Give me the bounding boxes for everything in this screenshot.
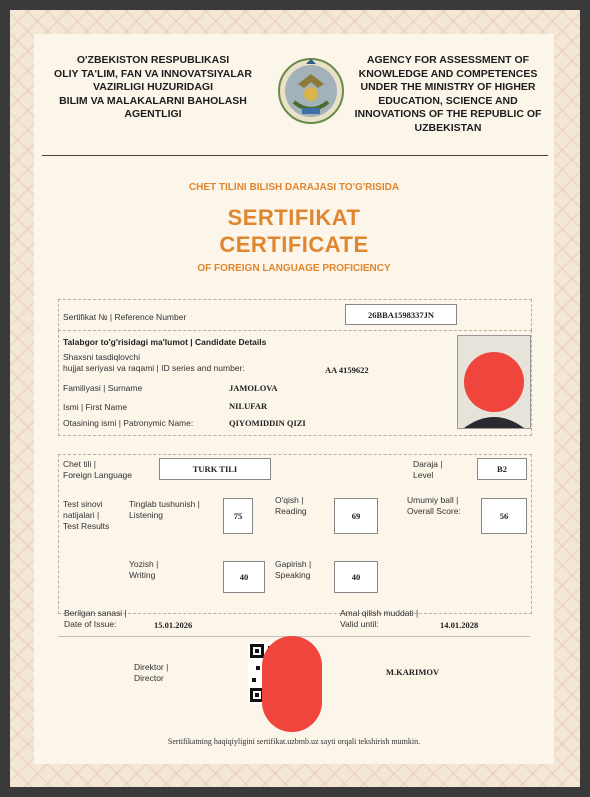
- language-label-line: Chet tili |: [63, 459, 96, 469]
- level-label-line: Daraja |: [413, 459, 443, 469]
- first-name-label: Ismi | First Name: [63, 402, 128, 412]
- header-left-line: OLIY TA'LIM, FAN VA INNOVATSIYALAR: [54, 67, 252, 80]
- verification-note: Sertifikatning haqiqiyligini sertifikat.uzbmb.uz sayti orqali tekshirish mumkin.: [167, 737, 421, 746]
- test-results-label-line: Test sinovi: [63, 499, 103, 509]
- results-section: [58, 454, 532, 614]
- level-label-line: Level: [413, 470, 434, 480]
- test-results-label-line: natijalari |: [63, 510, 100, 520]
- issue-date-label: [64, 608, 127, 630]
- candidate-heading: Talabgor to'g'risidagi ma'lumot | Candidate Details: [63, 337, 267, 347]
- overall-label: [407, 495, 461, 517]
- candidate-photo: [457, 335, 531, 429]
- candidate-section: [58, 330, 532, 436]
- id-label-line: hujjat seriyasi va raqami | ID series and number:: [63, 363, 245, 373]
- reading-label: [275, 495, 307, 517]
- speaking-score: 40: [334, 561, 378, 593]
- listening-score: 75: [223, 498, 253, 534]
- certificate-title-en: CERTIFICATE: [219, 232, 369, 257]
- reading-score: 69: [334, 498, 378, 534]
- speaking-label-line: Speaking: [275, 570, 311, 580]
- test-results-label-line: Test Results: [63, 521, 110, 531]
- director-label-line: Director: [134, 673, 164, 683]
- language-value: TURK TILI: [159, 458, 271, 480]
- redaction-mark: [262, 636, 322, 732]
- header-right: [344, 54, 552, 135]
- issue-date-label-line: Berilgan sanasi |: [64, 608, 127, 618]
- writing-label-line: Yozish |: [129, 559, 159, 569]
- id-label: [63, 352, 245, 374]
- valid-until-label: [340, 608, 418, 630]
- valid-until-value: 14.01.2028: [440, 620, 479, 630]
- reading-label-line: O'qish |: [275, 495, 304, 505]
- language-label: [63, 459, 132, 481]
- state-emblem-icon: [276, 56, 346, 126]
- header-left-line: BILIM VA MALAKALARNI BAHOLASH: [59, 94, 247, 107]
- header-left: [38, 54, 268, 122]
- listening-label-line: Tinglab tushunish |: [129, 499, 200, 509]
- reference-number: 26BBA1598337JN: [345, 304, 457, 325]
- director-label-line: Direktor |: [134, 662, 169, 672]
- issue-date-label-line: Date of Issue:: [64, 619, 117, 629]
- overall-score: 56: [481, 498, 527, 534]
- director-name: M.KARIMOV: [386, 667, 440, 677]
- reference-section: [58, 299, 532, 331]
- header-right-line: AGENCY FOR ASSESSMENT OF: [366, 54, 530, 66]
- reading-label-line: Reading: [275, 506, 307, 516]
- header-right-line: EDUCATION, SCIENCE AND: [378, 94, 518, 107]
- certificate-title-uz: SERTIFIKAT: [227, 205, 361, 230]
- valid-until-label-line: Valid until:: [340, 619, 379, 629]
- header-divider: [42, 155, 548, 156]
- writing-label: [129, 559, 158, 581]
- certificate-subtitle: CHET TILINI BILISH DARAJASI TO'G'RISIDA: [188, 182, 400, 193]
- header-left-line: AGENTLIGI: [124, 108, 182, 120]
- listening-label: [129, 499, 200, 521]
- writing-score: 40: [223, 561, 265, 593]
- surname-value: JAMOLOVA: [229, 383, 278, 393]
- writing-label-line: Writing: [129, 570, 156, 580]
- id-label-line: Shaxsni tasdiqlovchi: [63, 352, 141, 362]
- speaking-label-line: Gapirish |: [275, 559, 312, 569]
- first-name-value: NILUFAR: [229, 401, 268, 411]
- test-results-label: [63, 499, 109, 532]
- language-label-line: Foreign Language: [63, 470, 133, 480]
- reference-label: Sertifikat № | Reference Number: [63, 312, 187, 322]
- surname-label: Familiyasi | Surname: [63, 383, 143, 393]
- issue-date-value: 15.01.2026: [154, 620, 193, 630]
- certificate-subtitle-en: OF FOREIGN LANGUAGE PROFICIENCY: [197, 263, 391, 274]
- overall-label-line: Overall Score:: [407, 506, 461, 516]
- header-right-line: KNOWLEDGE AND COMPETENCES: [358, 67, 538, 80]
- certificate-background: [10, 10, 580, 787]
- valid-until-label-line: Amal qilish muddati |: [340, 608, 419, 618]
- patronymic-label: Otasining ismi | Patronymic Name:: [63, 418, 194, 428]
- id-value: AA 4159622: [325, 365, 369, 375]
- header-left-line: VAZIRLIGI HUZURIDAGI: [93, 81, 213, 93]
- director-label: [134, 662, 168, 684]
- header-right-line: UNDER THE MINISTRY OF HIGHER: [360, 81, 536, 93]
- level-value: B2: [477, 458, 527, 480]
- overall-label-line: Umumiy ball |: [407, 495, 459, 505]
- certificate-sheet: [34, 34, 554, 764]
- header-left-line: O'ZBEKISTON RESPUBLIKASI: [76, 54, 230, 66]
- speaking-label: [275, 559, 311, 581]
- listening-label-line: Listening: [129, 510, 164, 520]
- level-label: [413, 459, 443, 481]
- header-right-line: UZBEKISTAN: [414, 121, 482, 134]
- header-right-line: INNOVATIONS OF THE REPUBLIC OF: [354, 108, 542, 120]
- patronymic-value: QIYOMIDDIN QIZI: [229, 418, 306, 428]
